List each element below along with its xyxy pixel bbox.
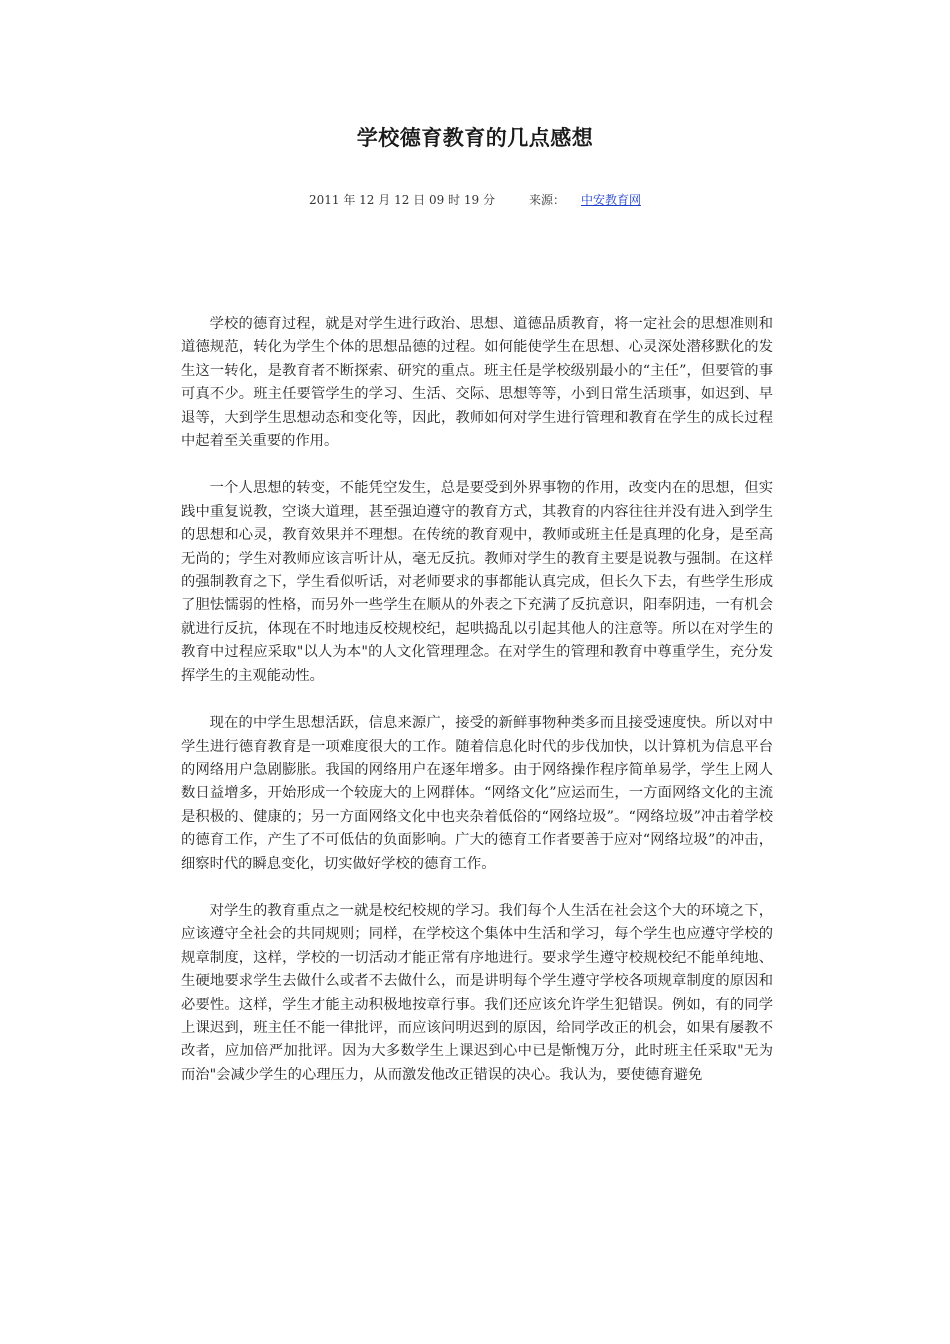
article-title: 学校德育教育的几点感想 bbox=[356, 126, 594, 150]
paragraph-2: 一个人思想的转变，不能凭空发生，总是要受到外界事物的作用，改变内在的思想，但实践中重复说教，空谈大道理，甚至强迫遵守的教育方式，其教育的内容往往并没有进入到学生的思想和心灵，教育效果并不理想。在传统的教育观中，教师或班主任是真理的化身，是至高无尚的；学生对教师应该言听计从，毫无反抗。教师对学生的教育主要是说教与强制。在这样的强制教育之下，学生看似听话，对老师要求的事都能认真完成，但长久下去，有些学生形成了胆怯懦弱的性格，而另外一些学生在顺从的外表之下充满了反抗意识，阳奉阴违，一有机会就进行反抗，体现在不时地违反校规校纪，起哄捣乱以引起其他人的注意等。所以在对学生的教育中过程应采取"以人为本"的人文化管理理念。在对学生的管理和教育中尊重学生，充分发挥学生的主观能动性。 bbox=[181, 480, 773, 684]
source-link[interactable]: 中安教育网 bbox=[580, 193, 641, 207]
source-label: 来源： bbox=[528, 193, 565, 207]
paragraph-1: 学校的德育过程，就是对学生进行政治、思想、道德品质教育，将一定社会的思想准则和道德规范，转化为学生个体的思想品德的过程。如何能使学生在思想、心灵深处潜移默化的发生这一转化，是教育者不断探索、研究的重点。班主任是学校级别最小的“主任”，但要管的事可真不少。班主任要管学生的学习、生活、交际、思想等等，小到日常生活琐事，如迟到、早退等，大到学生思想动态和变化等，因此，教师如何对学生进行管理和教育在学生的成长过程中起着至关重要的作用。 bbox=[181, 316, 773, 450]
publish-datetime: 2011 年 12 月 12 日 09 时 19 分 bbox=[309, 193, 495, 207]
paragraph-4: 对学生的教育重点之一就是校纪校规的学习。我们每个人生活在社会这个大的环境之下，应该遵守全社会的共同规则；同样，在学校这个集体中生活和学习，每个学生也应遵守学校的规章制度，这样，学校的一切活动才能正常有序地进行。要求学生遵守校规校纪不能单纯地、生硬地要求学生去做什么或者不去做什么，而是讲明每个学生遵守学校各项规章制度的原因和必要性。这样，学生才能主动积极地按章行事。我们还应该允许学生犯错误。例如，有的同学上课迟到，班主任不能一律批评，而应该问明迟到的原因，给同学改正的机会，如果有屡教不改者，应加倍严加批评。因为大多数学生上课迟到心中已是惭愧万分，此时班主任采取"无为而治"会减少学生的心理压力，从而激发他改正错误的决心。我认为，要使德育避免 bbox=[181, 902, 773, 1083]
article-body bbox=[181, 313, 773, 1111]
article-meta bbox=[0, 191, 950, 208]
paragraph-3: 现在的中学生思想活跃，信息来源广，接受的新鲜事物种类多而且接受速度快。所以对中学生进行德育教育是一项难度很大的工作。随着信息化时代的步伐加快，以计算机为信息平台的网络用户急剧膨胀。我国的网络用户在逐年增多。由于网络操作程序简单易学，学生上网人数日益增多，开始形成一个较庞大的上网群体。“网络文化”应运而生，一方面网络文化的主流是积极的、健康的；另一方面网络文化中也夹杂着低俗的“网络垃圾”。“网络垃圾”冲击着学校的德育工作，产生了不可低估的负面影响。广大的德育工作者要善于应对“网络垃圾”的冲击，细察时代的瞬息变化，切实做好学校的德育工作。 bbox=[181, 715, 773, 872]
